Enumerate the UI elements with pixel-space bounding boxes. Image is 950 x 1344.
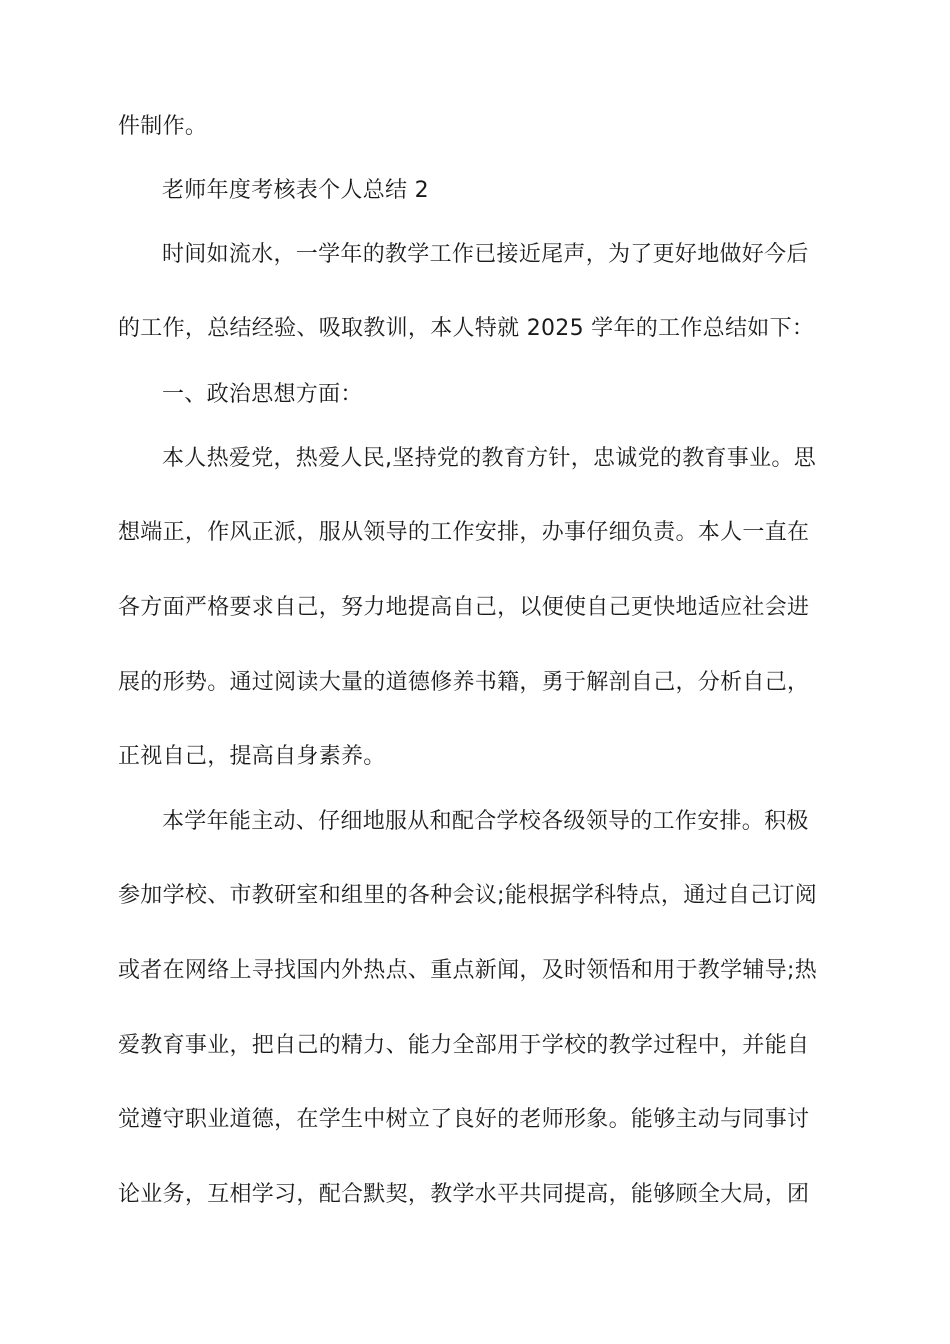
text-line: 觉遵守职业道德，在学生中树立了良好的老师形象。能够主动与同事讨 [118, 1107, 810, 1132]
text-line: 或者在网络上寻找国内外热点、重点新闻，及时领悟和用于教学辅导;热 [118, 958, 818, 983]
text-line: 想端正，作风正派，服从领导的工作安排，办事仔细负责。本人一直在 [118, 520, 810, 545]
text-line: 本人热爱党，热爱人民,坚持党的教育方针，忠诚党的教育事业。思 [162, 446, 816, 471]
text-line: 展的形势。通过阅读大量的道德修养书籍，勇于解剖自己，分析自己， [118, 670, 810, 695]
text-line: 本学年能主动、仔细地服从和配合学校各级领导的工作安排。积极 [162, 809, 809, 834]
text-line: 正视自己，提高自身素养。 [118, 744, 386, 769]
text-line: 爱教育事业，把自己的精力、能力全部用于学校的教学过程中，并能自 [118, 1033, 810, 1058]
text-line: 时间如流水，一学年的教学工作已接近尾声，为了更好地做好今后 [162, 242, 809, 267]
text-line: 参加学校、市教研室和组里的各种会议;能根据学科特点，通过自己订阅 [118, 883, 818, 908]
text-line: 的工作，总结经验、吸取教训，本人特就 2025 学年的工作总结如下： [118, 316, 815, 341]
text-line: 各方面严格要求自己，努力地提高自己，以便使自己更快地适应社会进 [118, 595, 810, 620]
section-heading: 一、政治思想方面： [162, 382, 363, 407]
text-line: 论业务，互相学习，配合默契，教学水平共同提高，能够顾全大局，团 [118, 1182, 810, 1207]
text-line: 件制作。 [118, 114, 208, 139]
section-title: 老师年度考核表个人总结 2 [162, 178, 429, 203]
